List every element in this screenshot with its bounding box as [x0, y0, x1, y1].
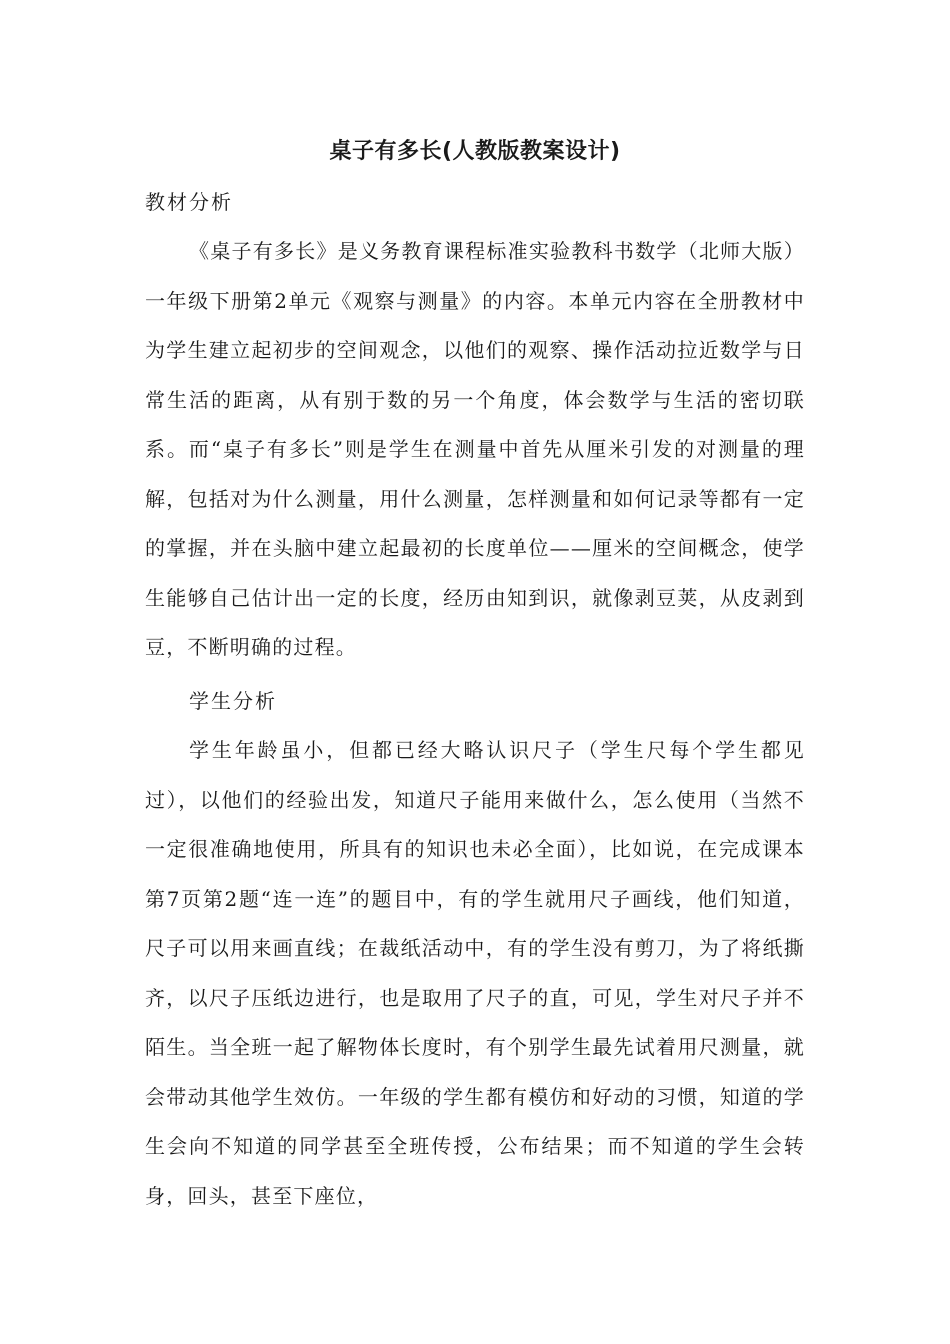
section-heading-student-analysis: 学生分析	[189, 689, 277, 713]
paragraph-student-analysis: 学生年龄虽小，但都已经大略认识尺子（学生尺每个学生都见过），以他们的经验出发，知道尺子能用来做什么，怎么使用（当然不一定很准确地使用，所具有的知识也未必全面），比如说，在完成课本第7页第2题“连一连”的题目中，有的学生就用尺子画线，他们知道，尺子可以用来画直线；在裁纸活动中，有的学生没有剪刀，为了将纸撕齐，以尺子压纸边进行，也是取用了尺子的直，可见，学生对尺子并不陌生。当全班一起了解物体长度时，有个别学生最先试着用尺测量，就会带动其他学生效仿。一年级的学生都有模仿和好动的习惯，知道的学生会向不知道的同学甚至全班传授，公布结果；而不知道的学生会转身，回头，甚至下座位，	[145, 738, 805, 1208]
document-title: 桌子有多长(人教版教案设计)	[329, 139, 621, 164]
paragraph-textbook-analysis: 《桌子有多长》是义务教育课程标准实验教科书数学（北师大版）一年级下册第2单元《观察与测量》的内容。本单元内容在全册教材中为学生建立起初步的空间观念，以他们的观察、操作活动拉近数学与日常生活的距离，从有别于数的另一个角度，体会数学与生活的密切联系。而“桌子有多长”则是学生在测量中首先从厘米引发的对测量的理解，包括对为什么测量，用什么测量，怎样测量和如何记录等都有一定的掌握，并在头脑中建立起最初的长度单位——厘米的空间概念，使学生能够自己估计出一定的长度，经历由知到识，就像剥豆荚，从皮剥到豆，不断明确的过程。	[145, 239, 805, 659]
section-heading-textbook-analysis: 教材分析	[145, 190, 233, 214]
